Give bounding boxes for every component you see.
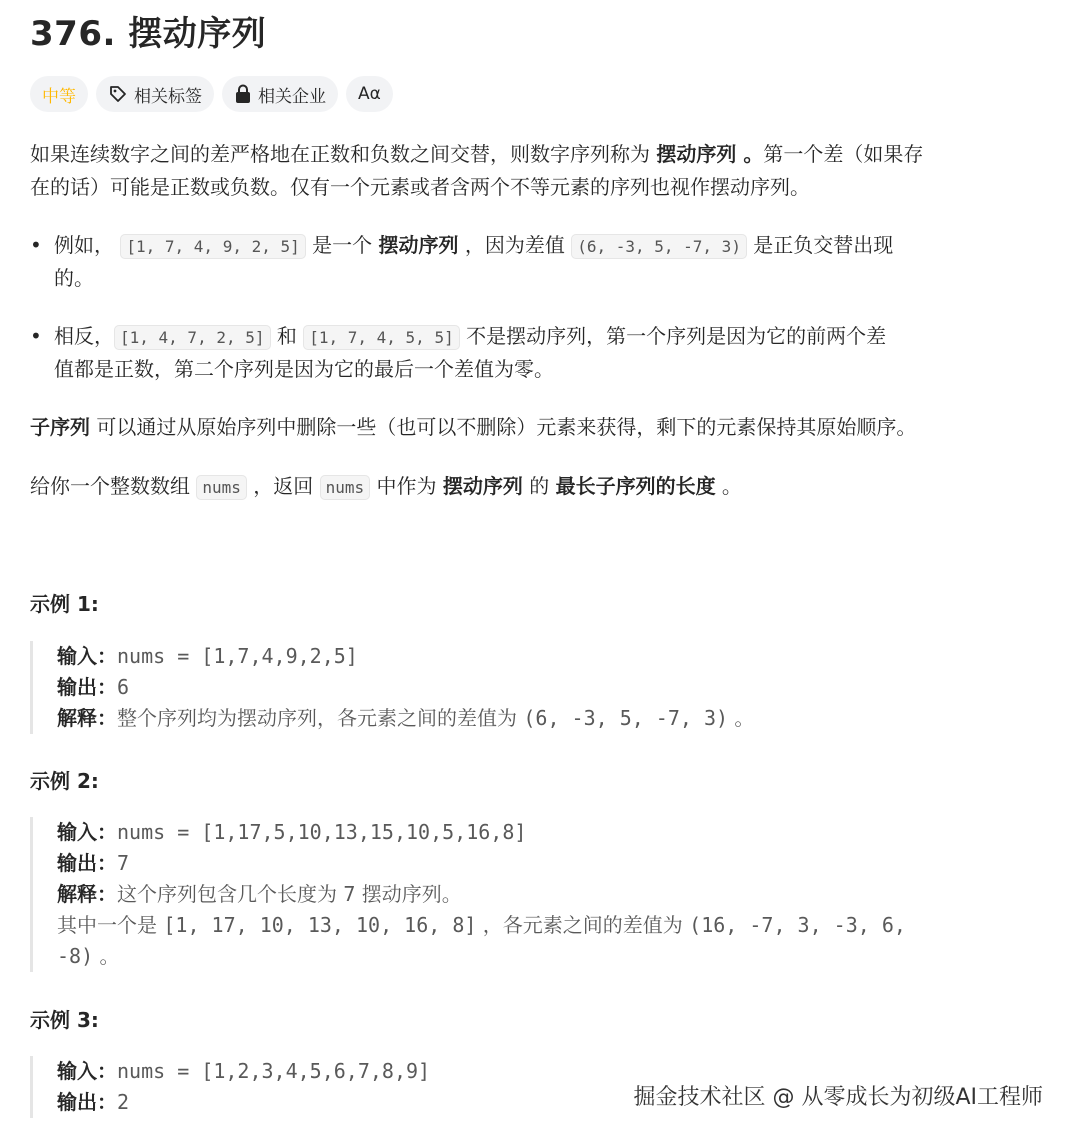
example-explain-line (57, 941, 906, 972)
input-label: 输入： (57, 1059, 117, 1083)
example-block (30, 1056, 430, 1118)
font-toggle-icon: Aα (358, 84, 381, 104)
description-paragraph-1 (30, 138, 923, 171)
desc-text: 是一个 (305, 233, 379, 257)
example-output-line (57, 1087, 430, 1118)
desc-text: 可以通过从原始序列中删除一些（也可以不删除）元素来获得，剩下的元素保持其原始顺序。 (90, 415, 917, 439)
desc-bold: 最长子序列的长度 (555, 474, 716, 498)
desc-text: 是正负交替出现 (746, 233, 894, 257)
explain-text: 其中一个是 (57, 913, 164, 937)
explain-label: 解释： (57, 882, 117, 906)
example-input: nums = [1,7,4,9,2,5] (117, 644, 358, 668)
inline-code: nums (196, 475, 247, 500)
inline-code: [1, 7, 4, 9, 2, 5] (120, 234, 305, 259)
explain-text: 整个序列均为摆动序列，各元素之间的差值为 (117, 706, 524, 730)
related-tags-label: 相关标签 (134, 86, 202, 107)
desc-text: ，因为差值 (458, 233, 572, 257)
example-input: nums = [1,17,5,10,13,15,10,5,16,8] (117, 820, 527, 844)
output-label: 输出： (57, 675, 117, 699)
inline-code: [1, 7, 4, 5, 5] (303, 325, 460, 350)
input-label: 输入： (57, 820, 117, 844)
subsequence-paragraph (30, 411, 916, 444)
output-label: 输出： (57, 1090, 117, 1114)
list-item (30, 229, 1030, 299)
bullet: • (30, 233, 42, 257)
problem-title: 376. 摆动序列 (30, 14, 267, 54)
related-tags-button[interactable] (96, 76, 214, 112)
tag-bar (30, 76, 393, 112)
explain-mono: (16, -7, 3, -3, 6, (689, 913, 906, 937)
description-paragraph-1-line2: 在的话）可能是正数或负数。仅有一个元素或者含两个不等元素的序列也视作摆动序列。 (30, 175, 810, 199)
difficulty-label: 中等 (42, 86, 76, 107)
related-companies-button[interactable] (222, 76, 338, 112)
difficulty-badge[interactable] (30, 76, 88, 112)
example-title: 示例 3: (30, 1008, 99, 1032)
tag-icon (108, 84, 128, 104)
example-block (30, 817, 906, 972)
example-explain-line (57, 910, 906, 941)
list-item (30, 320, 1030, 390)
desc-text: ，返回 (246, 474, 320, 498)
desc-text: 不是摆动序列，第一个序列是因为它的前两个差 (459, 324, 887, 348)
explain-text: 这个序列包含几个长度为 (117, 882, 344, 906)
desc-text: 如果连续数字之间的差严格地在正数和负数之间交替，则数字序列称为 (30, 142, 657, 166)
list-item-text-line2: 值都是正数，第二个序列是因为它的最后一个差值为零。 (54, 357, 554, 381)
explain-text: ，各元素之间的差值为 (476, 913, 690, 937)
inline-code: (6, -3, 5, -7, 3) (571, 234, 747, 259)
desc-text: 例如， (54, 233, 121, 257)
explain-text: 。 (93, 944, 120, 968)
inline-code: nums (320, 475, 371, 500)
list-item-text-line2: 的。 (54, 266, 94, 290)
example-output: 7 (117, 851, 130, 875)
explain-mono: 7 (343, 882, 356, 906)
font-size-button[interactable] (346, 76, 393, 112)
desc-text: 给你一个整数数组 (30, 474, 197, 498)
desc-text: 中作为 (370, 474, 443, 498)
desc-text: 相反， (54, 324, 114, 348)
list-item-text (54, 320, 886, 354)
desc-bold: 摆动序列 。 (656, 142, 764, 166)
desc-text: 的 (522, 474, 556, 498)
explain-label: 解释： (57, 706, 117, 730)
example-block (30, 641, 754, 734)
example-input-line (57, 817, 906, 848)
desc-bold: 摆动序列 (442, 474, 523, 498)
example-title: 示例 1: (30, 592, 99, 616)
output-label: 输出： (57, 851, 117, 875)
explain-mono: [1, 17, 10, 13, 10, 16, 8] (163, 913, 477, 937)
explain-mono: (6, -3, 5, -7, 3) (523, 706, 729, 730)
example-output: 6 (117, 675, 130, 699)
desc-text: 第一个差（如果存 (763, 142, 924, 166)
example-input-line (57, 641, 754, 672)
watermark: 掘金技术社区 @ 从零成长为初级AI工程师 (633, 1085, 1043, 1110)
related-companies-label: 相关企业 (258, 86, 326, 107)
example-output-line (57, 672, 754, 703)
explain-text: 摆动序列。 (355, 882, 462, 906)
desc-text: 。 (715, 474, 742, 498)
desc-bold: 子序列 (30, 415, 90, 439)
desc-bold: 摆动序列 (378, 233, 459, 257)
task-paragraph (30, 470, 742, 504)
explain-text: 。 (728, 706, 755, 730)
input-label: 输入： (57, 644, 117, 668)
example-input: nums = [1,2,3,4,5,6,7,8,9] (117, 1059, 431, 1083)
desc-text: 和 (270, 324, 304, 348)
list-item-text (54, 229, 893, 263)
example-output: 2 (117, 1090, 130, 1114)
example-explain-line (57, 879, 906, 910)
example-title: 示例 2: (30, 769, 99, 793)
example-explain-line (57, 703, 754, 734)
lock-icon (234, 84, 252, 104)
example-output-line (57, 848, 906, 879)
inline-code: [1, 4, 7, 2, 5] (114, 325, 271, 350)
bullet: • (30, 324, 42, 348)
explain-mono: -8) (57, 944, 94, 968)
example-input-line (57, 1056, 430, 1087)
